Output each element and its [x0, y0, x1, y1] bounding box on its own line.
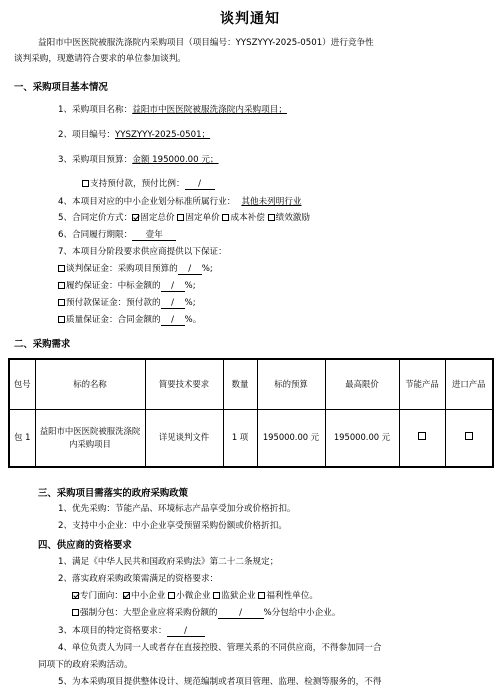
- section-3-heading: 三、采购项目需落实的政府采购政策: [38, 488, 189, 499]
- dedicated-label: 专门面向：: [80, 591, 123, 601]
- th-qty: 数量: [223, 359, 257, 409]
- guarantee-3-value: /: [161, 298, 185, 309]
- fixed-total-checkbox[interactable]: [132, 214, 139, 221]
- qual-line-7: 5、为本采购项目提供整体设计、规范编制或者项目管理、监理、检测等服务的，不得: [58, 677, 382, 687]
- guarantee-2-value: /: [161, 281, 185, 292]
- specific-req-value: /: [167, 626, 205, 637]
- guarantee-4-unit: %。: [184, 315, 202, 325]
- cell-max: 195000.00 元: [325, 409, 399, 467]
- policy-line-2: 2、支持中小企业：中小企业享受预留采购份额或价格折扣。: [58, 521, 287, 531]
- performance-checkbox[interactable]: [268, 214, 275, 221]
- opt-cost-comp: 成本补偿: [230, 213, 265, 223]
- intro-line-2: 谈判采购，现邀请符合要求的单位参加谈判。: [14, 54, 186, 64]
- section-4-heading: 四、供应商的资格要求: [38, 540, 132, 551]
- guarantee-row-2: [58, 279, 196, 292]
- cell-tech: 详见谈判文件: [145, 409, 223, 467]
- guarantee-3-unit: %;: [184, 298, 196, 308]
- item-2: [58, 128, 210, 140]
- prepay-text: 支持预付款，预付比例：: [90, 179, 185, 189]
- micro-checkbox[interactable]: [168, 592, 175, 599]
- cell-energy: [399, 409, 445, 467]
- th-tech: 简要技术要求: [145, 359, 223, 409]
- th-name: 标的名称: [35, 359, 145, 409]
- table-row: [9, 409, 493, 467]
- subcontract-checkbox[interactable]: [72, 609, 79, 616]
- opt-welfare: 福利性单位。: [266, 591, 318, 601]
- item-5-label: 5、合同定价方式：: [58, 213, 133, 223]
- page-title: 谈判通知: [220, 11, 280, 27]
- item-1: [58, 103, 287, 115]
- cell-name: 益阳市中医医院被服洗涤院内采购项目: [35, 409, 145, 467]
- item-3: [58, 153, 219, 165]
- guarantee-4-value: /: [161, 315, 185, 326]
- guarantee-row-1: [58, 262, 213, 275]
- guarantee-row-4: [58, 313, 201, 326]
- section-1-heading: 一、采购项目基本情况: [14, 82, 108, 93]
- item-3-label: 3、采购项目预算：: [58, 155, 133, 165]
- qual-line-6b: 同项下的政府采购活动。: [38, 660, 133, 670]
- cost-comp-checkbox[interactable]: [222, 214, 229, 221]
- welfare-checkbox[interactable]: [258, 592, 265, 599]
- qual-line-2: 2、落实政府采购政策需满足的资格要求：: [58, 574, 219, 584]
- qual-line-3: [72, 589, 318, 601]
- subcontract-value: /: [218, 608, 264, 619]
- item-4-value: 其他未列明行业: [241, 197, 302, 207]
- specific-req-text: 3、本项目的特定资格要求：: [58, 626, 167, 636]
- opt-fixed-unit: 固定单价: [185, 213, 220, 223]
- th-budget: 标的预算: [257, 359, 325, 409]
- guarantee-1-unit: %;: [201, 264, 213, 274]
- guarantee-4-text: 质量保证金：合同金额的: [66, 315, 161, 325]
- guarantee-1-text: 谈判保证金：采购项目预算的: [66, 264, 178, 274]
- guarantee-row-3: [58, 296, 196, 309]
- qual-line-6a: 4、单位负责人为同一人或者存在直接控股、管理关系的不同供应商，不得参加同一合: [58, 643, 382, 653]
- item-6-value: 壹年: [132, 228, 176, 241]
- opt-fixed-total: 固定总价: [140, 213, 175, 223]
- item-6-label: 6、合同履行期限：: [58, 230, 133, 240]
- requirements-table: [8, 358, 494, 468]
- guarantee-3-checkbox[interactable]: [58, 299, 65, 306]
- th-pkg: 包号: [9, 359, 35, 409]
- opt-sme: 中小企业: [130, 591, 166, 601]
- guarantee-2-checkbox[interactable]: [58, 282, 65, 289]
- guarantee-2-text: 履约保证金：中标金额的: [66, 281, 161, 291]
- guarantee-1-value: /: [178, 264, 202, 275]
- prepay-row: [82, 177, 215, 190]
- cell-qty: 1 项: [223, 409, 257, 467]
- section-2-heading: 二、采购需求: [14, 339, 71, 350]
- subcontract-text-1: 强制分包：大型企业应将采购份额的: [80, 608, 218, 618]
- th-import: 进口产品: [445, 359, 493, 409]
- prison-checkbox[interactable]: [213, 592, 220, 599]
- cell-import: [445, 409, 493, 467]
- prepay-value: /: [185, 179, 215, 190]
- th-max: 最高限价: [325, 359, 399, 409]
- item-4-label: 4、本项目对应的中小企业划分标准所属行业：: [58, 197, 236, 207]
- subcontract-text-2: %分包给中小企业。: [263, 608, 341, 618]
- qual-line-1: 1、满足《中华人民共和国政府采购法》第二十二条规定；: [58, 557, 279, 567]
- cell-pkg: 包 1: [9, 409, 35, 467]
- fixed-unit-checkbox[interactable]: [177, 214, 184, 221]
- intro-line-1: 益阳市中医医院被服洗涤院内采购项目（项目编号：YYSZYYY-2025-0501）进行竞争性: [38, 38, 374, 48]
- opt-prison: 监狱企业: [221, 591, 256, 601]
- prepay-checkbox[interactable]: [82, 180, 89, 187]
- item-2-value: YYSZYYY-2025-0501；: [115, 130, 211, 140]
- guarantee-1-checkbox[interactable]: [58, 265, 65, 272]
- dedicated-checkbox[interactable]: [72, 592, 79, 599]
- import-checkbox[interactable]: [465, 432, 473, 440]
- table-header-row: [9, 359, 493, 409]
- item-4: [58, 195, 302, 207]
- item-2-label: 2、项目编号：: [58, 130, 116, 140]
- opt-micro: 小微企业: [176, 591, 211, 601]
- item-6: [58, 228, 176, 241]
- guarantee-3-text: 预付款保证金：预付款的: [66, 298, 161, 308]
- item-1-label: 1、采购项目名称：: [58, 105, 133, 115]
- qual-line-4: [72, 606, 340, 619]
- qual-line-5: [58, 624, 205, 637]
- item-5: [58, 211, 310, 223]
- opt-performance: 绩效激励: [275, 213, 310, 223]
- energy-checkbox[interactable]: [418, 432, 426, 440]
- cell-budget: 195000.00 元: [257, 409, 325, 467]
- guarantee-2-unit: %;: [184, 281, 196, 291]
- th-energy: 节能产品: [399, 359, 445, 409]
- item-3-value: 金额 195000.00 元；: [132, 155, 219, 165]
- sme-checkbox[interactable]: [123, 592, 130, 599]
- policy-line-1: 1、优先采购：节能产品、环境标志产品享受加分或价格折扣。: [58, 504, 296, 514]
- item-7: 7、本项目分阶段要求供应商提供以下保证：: [58, 247, 227, 257]
- item-1-value: 益阳市中医医院被服洗涤院内采购项目；: [132, 105, 287, 115]
- guarantee-4-checkbox[interactable]: [58, 316, 65, 323]
